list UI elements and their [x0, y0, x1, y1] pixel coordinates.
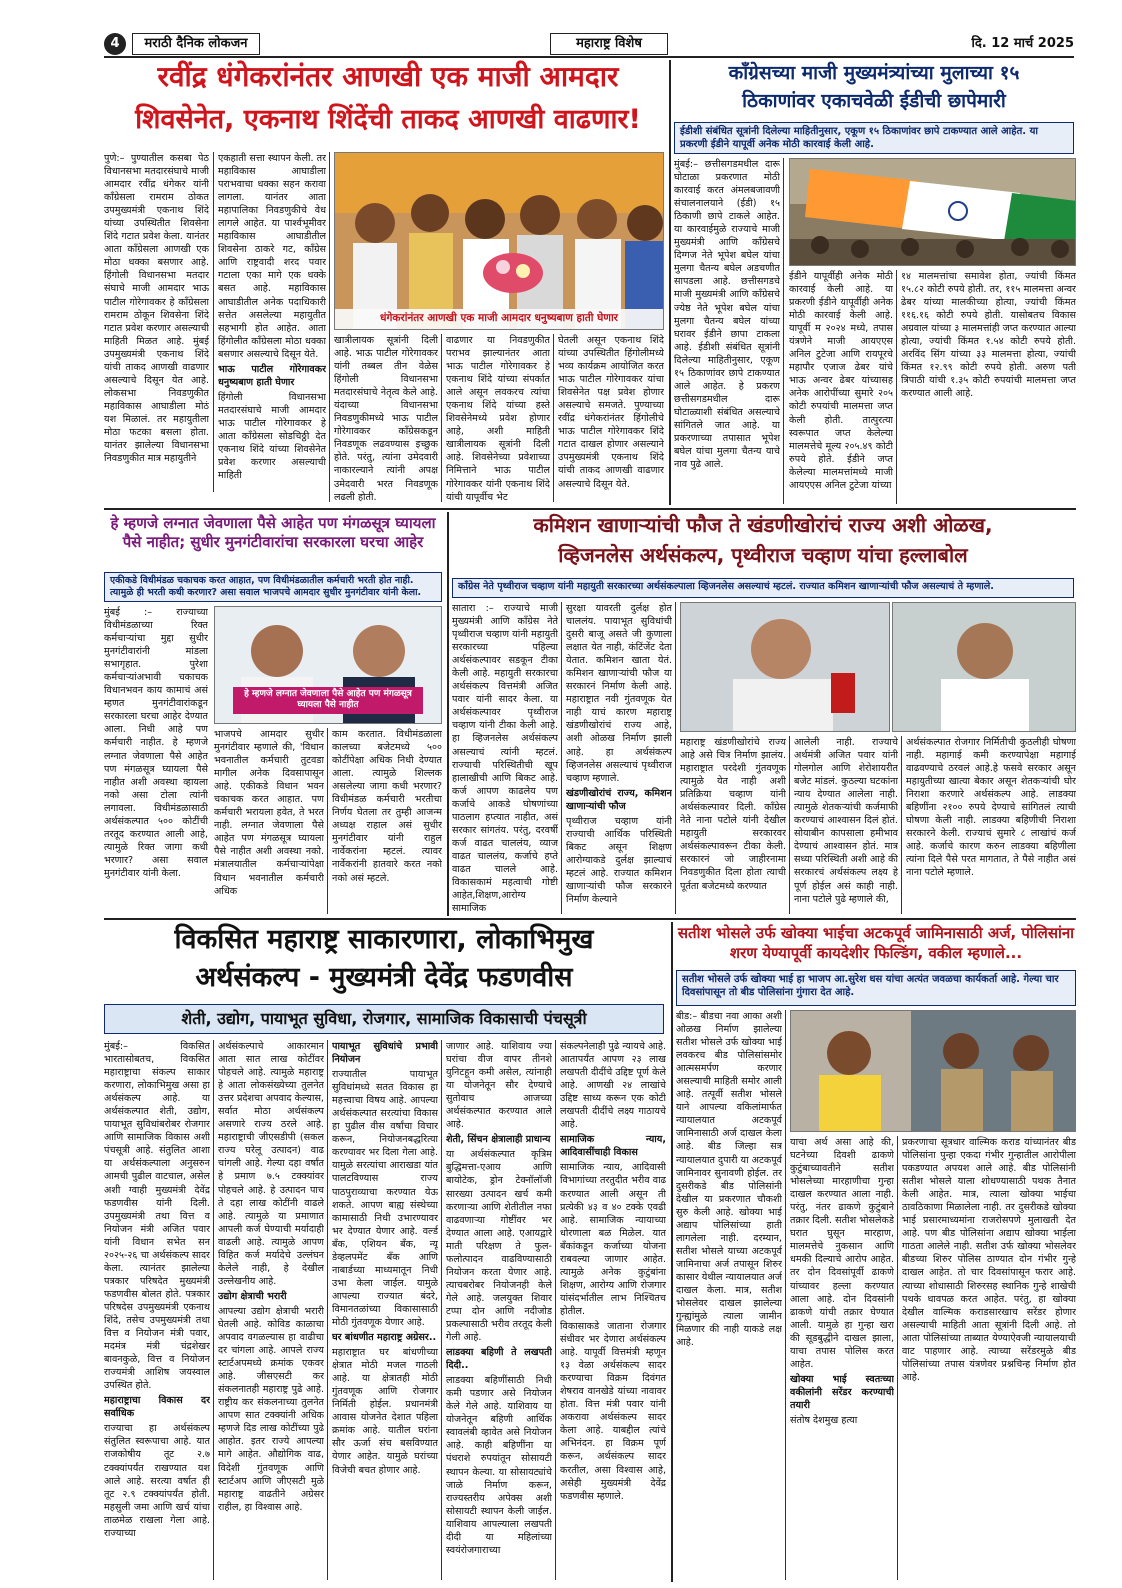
a1-column-1: पुणे:– पुण्यातील कसबा पेठ विधानसभा मतदारसंघाचे माजी आमदार रवींद्र धंगेकर यांनी काँग्रेसला रामराम ठोकत उपमुख्यमंत्री एकनाथ शिंदे यांच्या उपस्थितीत शिवसेना शिंदे गटात प्रवेश केला. यानंतर आता काँग्रेसला आणखी एक मोठा धक्का बसणार आहे. हिंगोली विधानसभा मतदार संघाचे माजी आमदार भाऊ पाटील गोरेगावकर हे काँग्रेसला रामराम ठोकून शिवसेना शिंदे गटात प्रवेश करणार असल्याची माहिती मिळत आहे. मुंबई उपमुख्यमंत्री एकनाथ शिंदे यांची ताकद आणखी वाढणार असल्याचे दिसून येत आहे. लोकसभा निवडणुकीत महाविकास आघाडीला मोठं यश मिळालं. तर महायुतीला मोठा फटका बसला होता. यानंतर झालेल्या विधानसभा निवडणुकीत मात्र महायुतीने — [104, 153, 209, 465]
a6-lead: सतीश भोसले उर्फ खोक्या भाई हा भाजप आ.सुरेश धस यांचा अत्यंत जवळचा कार्यकर्ता आहे. गेल्या चार दिवसांपासून तो बीड पोलिसांना गुंगारा देत आहे. — [676, 970, 1076, 1006]
a1-column-3: खात्रीलायक सूत्रांनी दिली आहे. भाऊ पाटील गोरेगावकर यांनी तब्बल तीन वेळेस हिंगोली विधानसभा मतदारसंघाचे नेतृत्व केले आहे. यंदाच्या विधानसभा निवडणुकीमध्ये भाऊ पाटील गोरेगावकर काँग्रेसकडून निवडणूक लढवण्यास इच्छुक होते. परंतु, त्यांना उमेदवारी नाकारल्याने त्यांनी अपक्ष उमेदवारी भरत निवडणूक लढली होती. — [334, 335, 438, 502]
a2-headline-line1: काँग्रेसच्या माजी मुख्यमंत्र्यांच्या मुलाच्या १५ — [728, 62, 1020, 84]
page-number-badge — [104, 33, 126, 55]
chavan-illustration — [681, 603, 890, 732]
a4-column-2: सुरक्षा यावरती दुर्लक्ष होत चाललंय. पायाभूत सुविधांची दुसरी बाजू असते जी कुणाला लक्षात येत नाही, कंटिंजेंट देता येतात. कमिशन खाता येतं. कमिशन खाणाऱ्यांची फौज या सरकारनं निर्माण केली आहे. महाराष्ट्रात नवी गुंतवणूक येत नाही याचं कारण महाराष्ट्र खंडणीखोरांचं राज्य आहे, अशी ओळख निर्माण झाली आहे. हा अर्थसंकल्प व्हिजनलेस असल्याचं पृथ्वीराज चव्हाण म्हणाले. खंडणीखोरांचं राज्य, कमिशन खाणाऱ्यांची फौज पृथ्वीराज चव्हाण यांनी राज्याची आर्थिक परिस्थिती बिकट असून शिक्षण आरोग्याकडे दुर्लक्ष झाल्याचं म्हटलं आहे. राज्यात कमिशन खाणाऱ्यांची फौज सरकारने निर्माण केल्याने — [566, 603, 672, 906]
a1-photo-caption: धंगेकरांनंतर आणखी एक माजी आमदार धनुष्यबाण हाती घेणार — [335, 309, 663, 329]
a4-lead: काँग्रेस नेते पृथ्वीराज चव्हाण यांनी महायुती सरकारच्या अर्थसंकल्पाला व्हिजनलेस असल्याचं म्हटलं. राज्यात कमिशन खाणाऱ्यांची फौज असल्याचं ते म्हणाले. — [452, 578, 1074, 598]
bhosale-and-police-illustration — [791, 1011, 1076, 1132]
a6-photo — [790, 1010, 1076, 1132]
a3-column-2: भाजपचे आमदार सुधीर मुनगंटीवार म्हणाले की, 'विधान भवनातील कर्मचारी तुटवडा मागील अनेक दिवसापासून आहे. एकीकडे विधान भवन चकाचक करत आहात. पण कर्मचारी भरायला हवेत, ते भरत नाही. लग्नात जेवणाला पैसे आहेत पण मंगळसूत्र घ्यायला पैसे नाहीत अशी अवस्था नको. मंत्रालयातील कर्मचाऱ्यांपेक्षा विधान भवनातील कर्मचारी अधिक — [214, 729, 324, 897]
a3-headline: हे म्हणजे लग्नात जेवणाला पैसे आहेत पण मंगळसूत्र घ्यायला पैसे नाहीत; सुधीर मुनगंटीवारांचा सरकारला घरचा आहेर — [110, 514, 436, 551]
a3-lead: एकीकडे विधीमंडळ चकाचक करत आहात, पण विधीमंडळातील कर्मचारी भरती होत नाही. त्यामुळे ही भरती कधी करणार? असा सवाल भाजपचे आमदार सुधीर मुनगंटीवार यांनी केला. — [104, 572, 442, 602]
paper-name: मराठी दैनिक लोकजन — [132, 33, 260, 55]
divider-2 — [104, 918, 1076, 920]
a5-column-3: पायाभूत सुविधांचे प्रभावी नियोजन राज्यातील पायाभूत सुविधांमध्ये सतत विकास हा महत्त्वाचा विषय आहे. आपल्या अर्थसंकल्पात सरत्यांचा विकास हा पुढील वीस वर्षांचा विचार करून, नियोजनबद्धरित्या करण्यावर भर दिला गेला आहे. यामुळे सरत्यांचा आराखडा यांत पालटविण्यास राज्य पाठपुराव्याचा करण्यात येऊ शकते. आपण बाह्य संस्थेच्या कामासाठी निधी उभारण्यावर भर देण्यात येणार आहे. वर्ल्ड बँक, एशियन बँक, न्यू डेव्हलपमेंट बँक आणि नाबार्डच्या माध्यमातून निधी उभा केला जाईल. यामुळे आपल्या राज्यात बंदरे, विमानतळांच्या विकासासाठी मोठी गुंतवणूक येणार आहे. घर बांधणीत महाराष्ट्र अग्रेसर.. महाराष्ट्रात घर बांधणीच्या क्षेत्रात मोठी मजल गाठली आहे. या क्षेत्रातही मोठी गुंतवणूक आणि रोजगार निर्मिती होईल. प्रधानमंत्री आवास योजनेत देशात पहिला क्रमांक आहे. यातील घरांना सौर ऊर्जा संच बसविण्यात येणार आहेत. यामुळे घरांच्या विजेची बचत होणार आहे. — [332, 1041, 438, 1476]
a4-headline-line2: व्हिजनलेस अर्थसंकल्प, पृथ्वीराज चव्हाण यांचा हल्लाबोल — [558, 543, 968, 567]
pawar-illustration — [893, 603, 1076, 732]
a5-banner: शेती, उद्योग, पायाभूत सुविधा, रोजगार, सामाजिक विकासाची पंचसूत्री — [104, 1004, 664, 1034]
a6-headline: सतीश भोसले उर्फ खोक्या भाईचा अटकपूर्व जामिनासाठी अर्ज, पोलिसांना शरण येण्यापूर्वी कायदेशीर फिल्डिंग, वकील म्हणाले... — [677, 924, 1075, 962]
a4-column-4: आलेली नाही. राज्याचे अर्थमंत्री अजित पवार यांनी गोलगोल आणि शेरोशायरीत बजेट मांडलं. कुठल्या घटकांना न्याय देण्यात आलेला नाही. त्यामुळे शेतकऱ्यांची कर्जमाफी करण्याचं आश्वासन दिलं होतं. सोयाबीन कापसाला हमीभाव देण्याचं आश्वासन होतं. मात्र सध्या परिस्थिती अशी आहे की सरकारचं अर्थसंकल्प लक्ष्य हे पूर्ण होईल असं काही नाही. नाना पटोले पुढे म्हणाले की, — [794, 737, 898, 905]
a4-headline-line1: कमिशन खाणाऱ्यांची फौज ते खंडणीखोरांचं राज्य अशी ओळख, — [533, 513, 993, 537]
a1-subhead: भाऊ पाटील गोरेगावकर धनुष्यबाण हाती घेणार — [218, 363, 326, 388]
a2-column-3: १४ मालमत्तांचा समावेश होता, ज्यांची किंमत १५.८२ कोटी रुपये होती. तर, ११५ मालमत्ता अन्वर ढेबर यांच्या मालकीच्या होत्या, ज्यांची किंमत ११६.१६ कोटी रुपये होती. यासोबतच विकास अग्रवाल यांच्या ३ मालमत्तांही जप्त करण्यात आल्या होत्या, ज्यांची किंमत १.५४ कोटी रुपये होती. अरविंद सिंग यांच्या ३३ मालमत्ता होत्या, ज्यांची किंमत १२.९९ कोटी रुपये होती. अरुण पती त्रिपाठी यांची १.३५ कोटी रुपयांची मालमत्ता जप्त करण्यात आली आहे. — [901, 271, 1076, 400]
a3-column-1: मुंबई :– राज्याच्या विधीमंडळाच्या रिक्त कर्मचाऱ्यांचा मुद्दा सुधीर मुनगंटीवारांनी मांडला सभागृहात. पुरेशा कर्मचाऱ्यांअभावी चकाचक विधानभवन काय कामाचं असं म्हणत मुनगंटीवारांकडून सरकारला घरचा आहेर देण्यात आला. निधी आहे पण कर्मचारी नाहीत. हे म्हणजे लग्नात जेवणाला पैसे आहेत पण मंगळसूत्र घ्यायला पैसे नाहीत अशी अवस्था व्हायला नको असा टोला त्यांनी लगावला. विधीमंडळासाठी अर्थसंकल्पात ५०० कोटींची तरतूद करण्यात आली आहे, त्यामुळे रिक्त जागा कधी भरणार? असा सवाल मुनगंटीवार यांनी केला. — [104, 607, 208, 879]
a4-column-1: सातारा :– राज्याचे माजी मुख्यमंत्री आणि काँग्रेस नेते पृथ्वीराज चव्हाण यांनी महायुती सरकारच्या पहिल्या अर्थसंकल्पावर सडकून टीका केली आहे. महायुती सरकारचा अर्थसंकल्प वित्तमंत्री अजित पवार यांनी सादर केला. या अर्थसंकल्पावर पृथ्वीराज चव्हाण यांनी टीका केली आहे. हा व्हिजनलेस अर्थसंकल्प असल्याचं त्यांनी म्हटलं. राज्याची परिस्थितीची खूप हालाखीची आणि बिकट आहे. कर्ज आपण काढलेय पण कर्जाचे आकडे घोषणांच्या पाठलाग हप्त्यात नाहीत, असं सरकार सांगतंय. परंतु, दरवर्षी कर्ज वाढत चाललंय, व्याज वाढत चाललंय, कर्जाचे हप्ते वाढत चालले आहे. विकासकामं महत्वाची गोष्टी आहेत,शिक्षण,आरोग्य सामाजिक — [452, 603, 558, 914]
a5-column-1: मुंबई:– विकसित भारतासोबतच, विकसित महाराष्ट्राचा संकल्प साकार करणारा, लोकाभिमुख असा हा अर्थसंकल्प आहे. या अर्थसंकल्पात शेती, उद्योग, पायाभूत सुविधांबरोबर रोजगार आणि सामाजिक विकास अशी पंचसूत्री आहे. संतुलित आशा या अर्थसंकल्पाला अनुसरुन आमची पुढील वाटचाल, असेल अशी ग्वाही मुख्यमंत्री देवेंद्र फडणवीस यांनी दिली. उपमुख्यमंत्री तथा वित्त व नियोजन मंत्री अजित पवार यांनी विधान सभेत सन २०२५-२६ चा अर्थसंकल्प सादर केला. त्यानंतर झालेल्या पत्रकार परिषदेत मुख्यमंत्री फडणवीस बोलत होते. पत्रकार परिषदेस उपमुख्यमंत्री एकनाथ शिंदे, तसेच उपमुख्यमंत्री तथा वित्त व नियोजन मंत्री पवार, मदमंत्र मंत्री चंद्रशेखर बावनकुळे, वित्त व नियोजन राज्यमंत्री आशिष जयस्वाल उपस्थित होते. महाराष्ट्राचा विकास दर सर्वाधिक राज्याचा हा अर्थसंकल्प संतुलित स्वरूपाचा आहे. यात राजकोषीय तूट २.७ टक्क्यांपर्यंत राखण्यात यश आले आहे. सरत्या वर्षात ही तूट २.९ टक्क्यांपर्यंत होती. महसुली जमा आणि खर्च यांचा ताळमेळ राखला गेला आहे. राज्याच्या — [104, 1041, 210, 1539]
a1-headline-line2: शिवसेनेत, एकनाथ शिंदेंची ताकद आणखी वाढणार! — [135, 104, 641, 135]
a3-column-3: काम करतात. विधीमंडळाला कालच्या बजेटमध्ये ५०० कोटींपेक्षा अधिक निधी देण्यात आला. त्यामुळे शिल्लक असलेल्या जागा कधी भरणार? विधीमंडळ कर्मचारी भरतीचा निर्णय घेतला तर तुम्ही आजन्म अध्यक्ष राहाल असं सुधीर मुनगंटीवार यांनी राहुल नार्वेकरांना म्हटलं. त्यावर नार्वेकरांनी हातवारे करत नको नको असं म्हटले. — [332, 729, 442, 884]
a6-column-3: प्रकरणाचा सूत्रधार वाल्मिक कराड यांच्यानंतर बीड पोलिसांना पुन्हा एकदा गंभीर गुन्हातील आरोपीला पकडण्यात अपयश आले आहे. बीड पोलिसांनी सतीश भोसले याला शोधण्यासाठी पथक तैनात केली आहेत. मात्र, त्याला खोक्या भाईचा ठावठिकाणा मिळालेला नाही. तर दुसरीकडे खोक्या भाई प्रसारमाध्यमांना राजरोसपणे मुलाखती देत आहे. पण बीड पोलिसांना अद्याप खोक्या भाईला गाठता आलेले नाही. सतीश उर्फ खोक्या भोसलेवर बीडच्या शिरुर पोलिस ठाण्यात दोन गंभीर गुन्हे दाखल आहेत. तो चार दिवसांपासून फरार आहे. त्याच्या शोधासाठी शिरुरसह स्थानिक गुन्हे शाखेची पथके धावपळ करत आहेत. परंतु, हा खोक्या देखील वाल्मिक कराडसारखाच सरेंडर होणार असल्याची माहिती आता सूत्रांनी दिली आहे. तो आता पोलिसांच्या ताब्यात येण्याऐवजी न्यायालयाची वाट पाहणार आहे. त्याच्या सरेंडरमुळे बीड पोलिसांच्या तपास यंत्रणेवर प्रश्नचिन्ह निर्माण होत आहे. — [902, 1137, 1076, 1383]
a6-column-2: याचा अर्थ असा आहे की, घटनेच्या दिवशी ढाकणे कुटुंबाच्यावतीने सतीश भोसलेच्या मारहाणीचा गुन्हा दाखल करण्यात आला नाही. परंतु, नंतर ढाकणे कुटुंबाने तक्रार दिली. सतीश भोसलेकडे घरात घुसून मारहाण, मालमत्तेचे नुकसान आणि धमकी दिल्याचे आरोप आहेत. तर दोन दिवसांपूर्वी ढाकणे यांच्यावर हल्ला करण्यात आला आहे. दोन दिवसांनी ढाकणे यांची तक्रार घेण्यात आली. यामुळे हा गुन्हा खरा की सूडबुद्धीने दाखल झाला, याचा तपास पोलिस करत आहेत. खोक्या भाई स्वतःच्या वकीलांनी सरेंडर करण्याची तयारी संतोष देशमुख हत्या — [790, 1137, 894, 1426]
page-header — [104, 31, 1074, 58]
a5-headline-line2: अर्थसंकल्प - मुख्यमंत्री देवेंद्र फडणवीस — [195, 962, 573, 993]
a2-lead: ईडीशी संबंधित सूत्रांनी दिलेल्या माहितीनुसार, एकूण १५ ठिकाणांवर छापे टाकण्यात आले आहेत. या प्रकरणी ईडीने यापूर्वी अनेक मोठी कारवाई केली आहे. — [674, 122, 1074, 154]
a1-column-5: घेतली असून एकनाथ शिंदे यांच्या उपस्थितीत हिंगोलीमध्ये भव्य कार्यक्रम आयोजित करत भाऊ पाटील गोरेगावकर यांचा शिवसेनेत पक्ष प्रवेश होणार असल्याचे समजते. पुण्याच्या रवींद्र धंगेकरांनंतर हिंगोलीचे भाऊ पाटील गोरेगावकर शिंदे गटात दाखल होणार असल्याने उपमुख्यमंत्री एकनाथ शिंदे यांची ताकद आणखी वाढणार असल्याचे दिसून येते. — [558, 335, 664, 490]
a5-headline-line1: विकसित महाराष्ट्र साकारणारा, लोकाभिमुख — [174, 924, 594, 955]
group-photo-illustration — [335, 153, 664, 330]
congress-flag-crowd-illustration — [790, 159, 1076, 266]
issue-date: दि. 12 मार्च 2025 — [971, 36, 1074, 51]
a2-column-1: मुंबई:– छत्तीसगडमधील दारू घोटाळा प्रकरणात मोठी कारवाई करत अंमलबजावणी संचालनालयाने (ईडी) १५ ठिकाणी छापे टाकले आहेत. या कारवाईमुळे राज्याचे माजी मुख्यमंत्री आणि काँग्रेसचे दिग्गज नेते भूपेश बघेल यांचा मुलगा चैतन्य बघेल अडचणीत सापडला आहे. छत्तीसगडचे माजी मुख्यमंत्री आणि काँग्रेसचे ज्येष्ठ नेते भूपेश बघेल यांचा मुलगा चैतन्य बघेल यांच्या घरावर ईडीने छापा टाकला आहे. ईडीशी संबंधित सूत्रांनी दिलेल्या माहितीनुसार, एकूण १५ ठिकाणांवर छापे टाकण्यात आले आहेत. हे प्रकरण छत्तीसगडमधील दारू घोटाळ्याशी संबंधित असल्याचे सांगितले जात आहे. या प्रकरणाच्या तपासात भूपेश बघेल यांचा मुलगा चैतन्य याचे नाव पुढे आले. — [674, 159, 780, 471]
a2-photo — [789, 158, 1076, 266]
a1-column-2: एकहाती सत्ता स्थापन केली. तर महाविकास आघाडीला पराभवाचा धक्का सहन करावा लागला. यानंतर आता महापालिका निवडणुकीचे वेध लागले आहेत. या पार्श्वभूमीवर महाविकास आघाडीतील शिवसेना ठाकरे गट, काँग्रेस आणि राष्ट्रवादी शरद पवार गटाला एका मागे एक धक्के बसत आहे. महाविकास आघाडीतील अनेक पदाधिकारी सत्तेत असलेल्या महायुतीत सहभागी होत आहेत. आता हिंगोलीत काँग्रेसला मोठा धक्का बसणार असल्याचे दिसून येते. भाऊ पाटील गोरेगावकर धनुष्यबाण हाती घेणार हिंगोली विधानसभा मतदारसंघाचे माजी आमदार भाऊ पाटील गोरेगावकर हे आता काँग्रेसला सोडचिठ्ठी देत एकनाथ शिंदे यांच्या शिवसेनेत प्रवेश करणार असल्याची माहिती — [218, 153, 326, 482]
a1-column-4: वाढणार या निवडणुकीत पराभव झाल्यानंतर आता भाऊ पाटील गोरेगावकर हे एकनाथ शिंदे यांच्या संपर्कात आले असून लवकरच त्यांचा एकनाथ शिंदे यांच्या हस्ते शिवसेनेमध्ये प्रवेश होणार आहे, अशी माहिती खात्रीलायक सूत्रांनी दिली आहे. शिवसेनेच्या प्रवेशाच्या निमित्ताने भाऊ पाटील गोरेगावकर यांनी एकनाथ शिंदे यांची यापूर्वीच भेट — [446, 335, 550, 502]
a5-column-4: जाणार आहे. याशिवाय ज्या घरांचा वीज वापर तीनशे युनिटहून कमी असेल, त्यांनाही या योजनेतून सौर देण्याचे सुतोवाच आजच्या अर्थसंकल्पात करण्यात आले आहे. शेती, सिंचन क्षेत्रालाही प्राधान्य या अर्थसंकल्पात कृत्रिम बुद्धिमत्ता-एआय आणि बायोटेक, ड्रोन टेक्नॉलॉजी सारख्या उत्पादन खर्च कमी करणाऱ्या आणि शेतीतील नफा वाढवणाऱ्या गोष्टींवर भर देण्यात आला आहे. एआयद्वारे माती परिक्षण ते फुल-फलोत्पादन वाढविण्यासाठी नियोजन करता येणार आहे. त्याचबरोबर नियोजनही केले गेले आहे. जलयुक्त शिवार टप्पा दोन आणि नदीजोड प्रकल्पासाठी भरीव तरतूद केली गेली आहे. लाडक्या बहिणी ते लखपती दिदी.. लाडक्या बहिणींसाठी निधी कमी पडणार असे नियोजन केले गेले आहे. याशिवाय या योजनेतून बहिणी आर्थिक स्वावलंबी व्हावेत असे नियोजन आहे. काही बहिणींना या पंधराशे रुपयांतून सोसायटी स्थापन केल्या. या सोसायट्यांचे जाळे निर्माण करून, राज्यस्तरीय अपेक्स अशी सोसायटी स्थापन केली जाईल. याशिवाय आपल्याला लखपती दीदी या महिलांच्या स्वयंरोजगाराच्या — [446, 1041, 552, 1556]
a4-column-3: महाराष्ट्र खंडणीखोरांचे राज्य आहे असे चित्र निर्माण झालंय. महाराष्ट्रात परदेशी गुंतवणूक त्यामुळे येत नाही अशी प्रतिक्रिया चव्हाण यांनी अर्थसंकल्पावर दिली. काँग्रेस नेते नाना पटोले यांनी देखील महायुती सरकारवर अर्थसंकल्पावरून टीका केली. सरकारनं जो जाहीरनामा निवडणुकीत दिला होता त्याची पूर्तता बजेटमध्ये करण्यात — [680, 737, 786, 892]
a2-column-2: ईडीने यापूर्वीही अनेक मोठी कारवाई केली आहे. या प्रकरणी ईडीने यापूर्वीही अनेक मोठी कारवाई केली आहे. यापूर्वी म २०२४ मध्ये, तपास यंत्रणेने माजी आयएएस अनिल टुटेजा आणि रायपूरचे महापौर एजाज ढेबर यांचे भाऊ अन्वर ढेबर यांच्यासह अनेक आरोपींच्या सुमारे २०५ कोटी रुपयांची मालमत्ता जप्त केली होती. तात्पुरत्या स्वरूपात जप्त केलेल्या मालमत्तेचे मूल्य २०५.४९ कोटी रुपये होते. ईडीने जप्त केलेल्या मालमत्तांमध्ये माजी आयएएस अनिल टुटेजा यांच्या — [789, 271, 893, 491]
a4-column-5: अर्थसंकल्पात रोजगार निर्मितीची कुठलीही घोषणा नाही. महागाई कमी करण्यापेक्षा महागाई वाढवण्याचे ठरवलं आहे.हे फसवे सरकार असून महायुतीच्या खात्या बेकार असून शेतकऱ्यांची घोर निराशा करणारे अर्थसंकल्प आहे. लाडक्या बहिणींना २१०० रुपये देण्याचे सांगितलं त्याची घोषणा केली नाही. लाडक्या बहिणीची निराशा सरकारने केली. राज्याचं सुमारे ८ लाखांचं कर्ज आहे. कर्जाचे कारण करुन लाडक्या बहिणीला त्यांना दिले पैसे परत मागतात, ते पैसे नाहीत असं नाना पटोले म्हणाले. — [906, 737, 1076, 879]
a5-column-2: अर्थसंकल्पाचे आकारमान आता सात लाख कोटींवर पोहचले आहे. त्यामुळे महाराष्ट्र हे आता लोकसंख्येच्या तुलनेत उत्तर प्रदेशचा अपवाद केल्यास, सर्वात मोठा अर्थसंकल्प असणारे राज्य ठरले आहे. महाराष्ट्राची जीएसडीपी (सकल राज्य घरेलू उत्पादन) वाढ चांगली आहे. गेल्या दहा वर्षांत हे प्रमाण ७.५ टक्क्यांवर पोहचले आहे. हे उत्पादन पाच ते दहा लाख कोटींनी वाढले आहे. त्यामुळे या प्रमाणात आपली कर्ज घेण्याची मर्यादाही वाढली आहे. त्यामुळे आपण विहित कर्ज मर्यादेचे उल्लंघन केलेले नाही, हे देखील उल्लेखनीय आहे. उद्योग क्षेत्राची भरारी आपल्या उद्योग क्षेत्राची भरारी घेतली आहे. कोविड काळाचा अपवाद वगळल्यास हा वाढीचा दर चांगला आहे. आपले राज्य स्टार्टअपमध्ये क्रमांक एकवर आहे. जीसएसटी कर संकलनातही महाराष्ट्र पुढे आहे. राष्ट्रीय कर संकलनाच्या तुलनेत आपण सात टक्क्यांनी अधिक म्हणजे दिड लाख कोटींच्या पुढे आहोत. इतर राज्ये आपल्या मागे आहेत. औद्योगिक वाढ, विदेशी गुंतवणूक आणि स्टार्टअप आणि जीएसटी मुळे महाराष्ट्र वाढतीने अग्रेसर राहील, हा विश्वास आहे. — [218, 1041, 324, 1513]
a3-photo-caption: हे म्हणजे लग्नात जेवणाला पैसे आहेत पण मंगळसूत्र घ्यायला पैसे नाहीत — [233, 687, 423, 714]
a4-photo-chavan — [680, 602, 890, 732]
section-name: महाराष्ट्र विशेष — [550, 33, 668, 55]
a1-headline-line1: रवींद्र धंगेकरांनंतर आणखी एक माजी आमदार — [157, 60, 619, 93]
a1-photo — [334, 152, 664, 330]
divider-1 — [104, 508, 1076, 510]
a6-column-1: बीड:– बीडचा नवा आका अशी ओळख निर्माण झालेल्या सतीश भोसले उर्फ खोक्या भाई लवकरच बीड पोलिसांसमोर आत्मसमर्पण करणार असल्याची माहिती समोर आली आहे. तत्पूर्वी सतीश भोसले याने आपल्या वकिलांमार्फत न्यायालयात अटकपूर्व जामिनासाठी अर्ज दाखल केला आहे. बीड जिल्हा सत्र न्यायालयात दुपारी या अटकपूर्व जामिनावर सुनावणी होईल. तर दुसरीकडे बीड पोलिसांनी देखील या प्रकरणात चौकशी सुरु केली आहे. खोक्या भाई अद्याप पोलिसांच्या हाती लागलेला नाही. दरम्यान, सतीश भोसले याच्या अटकपूर्व जामिनाचा अर्ज तपासून शिरुर कासार येथील न्यायालयात अर्ज दाखल केला. मात्र, सतीश भोसलेवर दाखल झालेल्या गुन्ह्यांमुळे त्याला जामीन मिळणार की नाही याकडे लक्ष आहे. — [676, 1011, 782, 1349]
a5-column-5: संकल्पनेलाही पुढे न्यायचे आहे. आतापर्यंत आपण २३ लाख लखपती दीदींचे उद्दिष्ट पूर्ण केले आहे. आणखी २४ लाखांचे उद्दिष्ट साध्य करून एक कोटी लखपती दीदींचे लक्ष्य गाठायचे आहे. सामाजिक न्याय, आदिवासींचाही विकास सामाजिक न्याय, आदिवासी विभागांच्या तरतुदीत भरीव वाढ करण्यात आली असून ती प्रत्येकी ४३ व ४० टक्के एवढी आहे. सामाजिक न्यायाच्या धोरणाला बळ मिळेल. यात बँकांकडून कर्जाच्या योजना राबवल्या जाणार आहेत. त्यामुळे अनेक कुटुंबांना शिक्षण, आरोग्य आणि रोजगार यांसंदर्भातील लाभ निश्चितच होतील. विकासाकडे जाताना रोजगार संधीवर भर देणारा अर्थसंकल्प आहे. यापूर्वी वित्तमंत्री म्हणून १३ वेळा अर्थसंकल्प सादर करण्याचा विक्रम दिवंगत शेषराव वानखेडे यांच्या नावावर होता. वित्त मंत्री पवार यांनी अकरावा अर्थसंकल्प सादर केला आहे. याबद्दील त्यांचे अभिनंदन. हा विक्रम पूर्ण करून, अर्थसंकल्प सादर करतील, असा विश्वास आहे, असेही मुख्यमंत्री देवेंद्र फडणवीस म्हणाले. — [560, 1041, 666, 1502]
a3-photo — [214, 606, 442, 724]
a2-headline-line2: ठिकाणांवर एकाचवेळी ईडीची छापेमारी — [742, 90, 1006, 112]
a4-photo-pawar — [892, 602, 1076, 732]
page-number: 4 — [110, 36, 120, 51]
